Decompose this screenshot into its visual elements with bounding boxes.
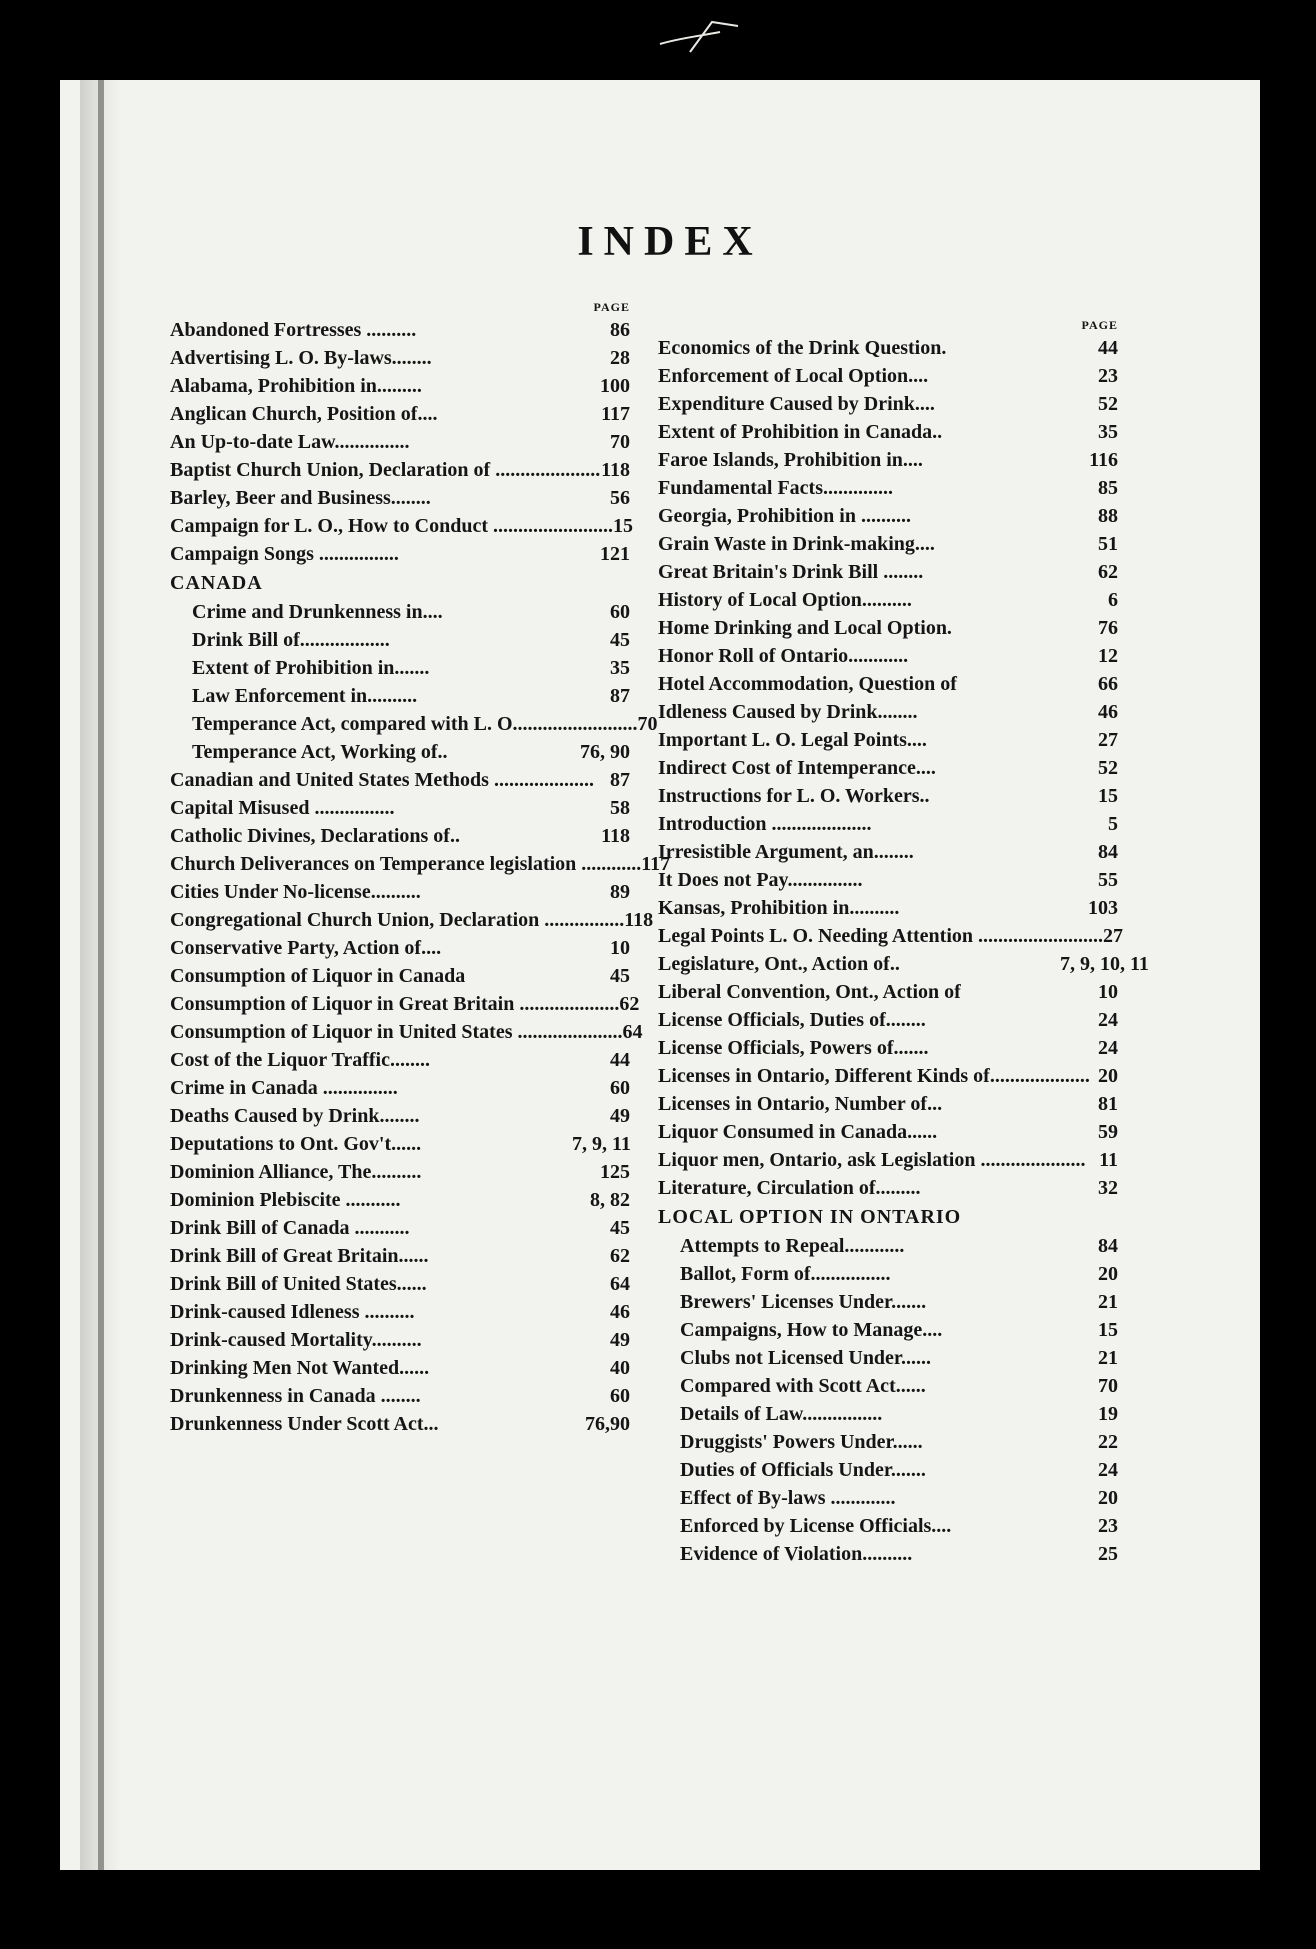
index-entry [658,530,1118,558]
index-column-right [658,318,1149,1568]
index-entry [170,484,630,512]
index-entry [658,754,1118,782]
index-entry-page: 86 [610,319,630,341]
index-entry-page: 87 [610,685,630,707]
index-entry [170,1298,630,1326]
index-entry-text: History of Local Option.......... [658,589,912,611]
index-entry [170,1130,630,1158]
index-entry-page: 51 [1098,533,1118,555]
index-entry [658,558,1118,586]
index-entry-page: 117 [641,853,671,875]
index-entry-text: Congregational Church Union, Declaration ................ [170,909,625,931]
index-entry-page: 32 [1098,1177,1118,1199]
index-entry-page: 11 [1099,1149,1118,1171]
book-spine [98,80,104,1870]
index-entry [658,1174,1118,1202]
index-entry-text: Deaths Caused by Drink........ [170,1105,420,1127]
index-entry-text: Drunkenness in Canada ........ [170,1385,421,1407]
index-entry [658,1062,1118,1090]
index-entry-text: Advertising L. O. By-laws........ [170,347,432,369]
index-entry-page: 81 [1098,1093,1118,1115]
index-entry-text: Irresistible Argument, an........ [658,841,914,863]
index-column-left [170,300,671,1438]
index-entry-text: Enforcement of Local Option.... [658,365,929,387]
index-entry [658,1316,1118,1344]
index-entry-text: Drink Bill of.................. [192,629,390,651]
index-entry [170,540,630,568]
index-entry-page: 44 [1098,337,1118,359]
index-entry-page: 60 [610,601,630,623]
index-entry-page: 84 [1098,1235,1118,1257]
index-entry [170,400,630,428]
index-entry-text: Introduction .................... [658,813,872,835]
index-entry-page: 46 [610,1301,630,1323]
index-entry-page: 35 [1098,421,1118,443]
index-entry-page: 20 [1098,1263,1118,1285]
index-entry-page: 62 [610,1245,630,1267]
index-entry [658,1540,1118,1568]
index-entry-page: 62 [619,993,640,1015]
index-entry [170,682,630,710]
index-entry-text: Important L. O. Legal Points.... [658,729,927,751]
index-entry-text: Temperance Act, compared with L. O......................... [192,713,638,735]
index-entry [658,782,1118,810]
index-entry-page: 10 [1098,981,1118,1003]
index-entry-text: Hotel Accommodation, Question of [658,673,957,695]
index-entry-text: Home Drinking and Local Option. [658,617,952,639]
index-entry [170,1186,630,1214]
index-entry-text: Capital Misused ................ [170,797,395,819]
index-entry [658,1090,1118,1118]
index-entry [658,922,1124,950]
index-entry [658,1034,1118,1062]
index-entry-page: 22 [1098,1431,1118,1453]
index-entry [658,1006,1118,1034]
index-entry-text: Liquor Consumed in Canada...... [658,1121,938,1143]
index-entry-text: Compared with Scott Act...... [680,1375,926,1397]
index-entry-text: Drink Bill of Canada ........... [170,1217,410,1239]
index-entry-page: 27 [1103,925,1124,947]
index-entry [170,456,630,484]
index-entry-page: 117 [601,403,630,425]
index-entry-text: Ballot, Form of................ [680,1263,891,1285]
index-entry-page: 125 [600,1161,630,1183]
index-entry [170,372,630,400]
index-entry-page: 28 [610,347,630,369]
index-entry-text: An Up-to-date Law............... [170,431,410,453]
index-entry-page: 121 [600,543,630,565]
index-entry-text: Campaigns, How to Manage.... [680,1319,943,1341]
index-entry-text: Temperance Act, Working of.. [192,741,448,763]
index-entry-text: Duties of Officials Under....... [680,1459,926,1481]
index-entry [170,878,630,906]
index-entry-page: 60 [610,1077,630,1099]
index-entry-text: Law Enforcement in.......... [192,685,418,707]
index-entry-text: Brewers' Licenses Under....... [680,1291,927,1313]
index-entry [658,614,1118,642]
index-entry-text: Dominion Alliance, The.......... [170,1161,422,1183]
index-entry-page: 76, 90 [580,741,630,763]
index-entry [658,950,1149,978]
index-entry-text: Extent of Prohibition in Canada.. [658,421,943,443]
index-entry-text: Enforced by License Officials.... [680,1515,952,1537]
index-entry-page: 76 [1098,617,1118,639]
index-entry [658,838,1118,866]
index-entry-text: Alabama, Prohibition in......... [170,375,422,397]
index-entry-page: 49 [610,1105,630,1127]
index-entry-text: Barley, Beer and Business........ [170,487,431,509]
index-entry-text: Licenses in Ontario, Different Kinds of.................... [658,1065,1090,1087]
index-entry-page: 20 [1098,1487,1118,1509]
index-entry-text: Clubs not Licensed Under...... [680,1347,931,1369]
index-entry [170,1102,630,1130]
index-entry [170,738,630,766]
index-entry-text: Drunkenness Under Scott Act... [170,1413,439,1435]
index-entry [170,344,630,372]
index-entry-page: 45 [610,965,630,987]
index-entry-page: 49 [610,1329,630,1351]
index-entry [170,598,630,626]
index-entry-text: Drinking Men Not Wanted...... [170,1357,430,1379]
index-entry [658,362,1118,390]
index-entry-text: Liquor men, Ontario, ask Legislation ..................... [658,1149,1086,1171]
index-entry [658,1512,1118,1540]
index-entry-page: 60 [610,1385,630,1407]
index-entry-page: 12 [1098,645,1118,667]
index-entry-text: Economics of the Drink Question. [658,337,947,359]
index-entry [658,866,1118,894]
index-entry [658,978,1118,1006]
index-entry-page: 20 [1098,1065,1118,1087]
index-entry-text: License Officials, Powers of....... [658,1037,929,1059]
index-entry-page: 44 [610,1049,630,1071]
index-entry-text: Cost of the Liquor Traffic........ [170,1049,430,1071]
index-entry-text: Church Deliverances on Temperance legislation ............ [170,853,642,875]
index-entry-page: 40 [610,1357,630,1379]
index-entry [170,1214,630,1242]
index-entry-page: 70 [1098,1375,1118,1397]
index-entry [170,1326,630,1354]
index-entry [658,418,1118,446]
index-entry-page: 5 [1108,813,1118,835]
index-entry-page: 46 [1098,701,1118,723]
index-entry-page: 15 [613,515,633,537]
index-entry-text: Campaign Songs ................ [170,543,399,565]
index-entry-page: 58 [610,797,630,819]
index-entry-page: 103 [1088,897,1118,919]
index-entry-text: Attempts to Repeal............ [680,1235,905,1257]
index-entry [170,1046,630,1074]
pen-mark-icon [660,18,750,58]
index-entry-text: Cities Under No-license.......... [170,881,421,903]
index-entry-text: Literature, Circulation of......... [658,1177,921,1199]
index-entry-text: Catholic Divines, Declarations of.. [170,825,460,847]
index-entry-text: Effect of By-laws ............. [680,1487,896,1509]
index-entry-text: It Does not Pay............... [658,869,863,891]
index-entry [658,726,1118,754]
index-entry-page: 56 [610,487,630,509]
index-entry-text: Campaign for L. O., How to Conduct ........................ [170,515,613,537]
index-entry-page: 24 [1098,1459,1118,1481]
index-entry-page: 64 [622,1021,643,1043]
index-entry-text: Kansas, Prohibition in.......... [658,897,900,919]
index-entry-page: 23 [1098,1515,1118,1537]
index-entry-text: License Officials, Duties of........ [658,1009,926,1031]
index-entry [170,316,630,344]
index-entry-page: 55 [1098,869,1118,891]
index-entry-text: Honor Roll of Ontario............ [658,645,909,667]
index-entry [658,1484,1118,1512]
index-entry-text: Drink-caused Mortality.......... [170,1329,422,1351]
index-entry [170,766,630,794]
index-entry [658,390,1118,418]
index-entry-text: Consumption of Liquor in Canada [170,965,466,987]
index-entry [658,1456,1118,1484]
index-entry-text: Crime in Canada ............... [170,1077,398,1099]
index-entry-text: Fundamental Facts.............. [658,477,893,499]
index-entry [658,446,1118,474]
index-entry [658,1372,1118,1400]
index-entry [658,1400,1118,1428]
index-entry [658,670,1118,698]
index-entry-text: Dominion Plebiscite ........... [170,1189,401,1211]
index-entry-page: 88 [1098,505,1118,527]
index-entry [170,990,640,1018]
index-entry-text: Druggists' Powers Under...... [680,1431,923,1453]
index-entry-page: 35 [610,657,630,679]
index-entry [658,698,1118,726]
index-entry [170,1382,630,1410]
index-entry-text: Expenditure Caused by Drink.... [658,393,935,415]
index-entry-text: Liberal Convention, Ont., Action of [658,981,961,1003]
index-entry [170,626,630,654]
index-entry-page: 15 [1098,1319,1118,1341]
index-entry-page: 45 [610,1217,630,1239]
index-entry-text: Drink-caused Idleness .......... [170,1301,415,1323]
index-entry-page: 70 [637,713,658,735]
index-entry [170,512,633,540]
page-column-label: PAGE [593,300,630,314]
index-entry-page: 19 [1098,1403,1118,1425]
index-entry-text: Crime and Drunkenness in.... [192,601,443,623]
index-entry-page: 23 [1098,365,1118,387]
index-entry-page: 10 [610,937,630,959]
index-entry [170,428,630,456]
index-entry-text: Idleness Caused by Drink........ [658,701,918,723]
index-entry-page: 118 [601,459,630,481]
index-entry-text: Faroe Islands, Prohibition in.... [658,449,923,471]
index-entry-text: Consumption of Liquor in Great Britain .................... [170,993,620,1015]
index-entry [170,794,630,822]
index-entry-text: Instructions for L. O. Workers.. [658,785,930,807]
index-entry [170,934,630,962]
index-entry-page: 100 [600,375,630,397]
index-entry-page: 52 [1098,757,1118,779]
index-entry-text: Abandoned Fortresses .......... [170,319,417,341]
index-entry-page: 25 [1098,1543,1118,1565]
index-entry [170,710,658,738]
index-entry-text: Drink Bill of United States...... [170,1273,427,1295]
index-entry-page: 8, 82 [590,1189,630,1211]
index-entry [658,894,1118,922]
index-entry [170,1018,643,1046]
index-entry-text: Legal Points L. O. Needing Attention ......................... [658,925,1104,947]
index-entry-text: Anglican Church, Position of.... [170,403,438,425]
index-entry [170,1158,630,1186]
index-entry-page: 21 [1098,1347,1118,1369]
index-entry-page: 64 [610,1273,630,1295]
index-entry-page: 6 [1108,589,1118,611]
index-entry-page: 7, 9, 10, 11 [1060,953,1149,975]
index-entry-page: 52 [1098,393,1118,415]
index-entry-page: 15 [1098,785,1118,807]
index-entry [658,1288,1118,1316]
index-entry-page: 62 [1098,561,1118,583]
index-entry-text: Deputations to Ont. Gov't...... [170,1133,422,1155]
index-entry-page: 84 [1098,841,1118,863]
index-entry [170,1074,630,1102]
index-entry [658,1428,1118,1456]
index-entry-page: 89 [610,881,630,903]
index-entry-text: Drink Bill of Great Britain...... [170,1245,429,1267]
index-entry-page: 66 [1098,673,1118,695]
index-entry-text: Consumption of Liquor in United States ..................... [170,1021,623,1043]
index-entry-text: Indirect Cost of Intemperance.... [658,757,936,779]
index-entry-page: 21 [1098,1291,1118,1313]
index-entry [170,822,630,850]
index-entry [658,334,1118,362]
page-column-label: PAGE [1081,318,1118,332]
page-title: INDEX [577,219,763,265]
index-entry [658,1260,1118,1288]
index-entry-text: Grain Waste in Drink-making.... [658,533,935,555]
index-entry [170,906,654,934]
index-entry [658,502,1118,530]
index-entry-page: 24 [1098,1009,1118,1031]
index-entry-page: 7, 9, 11 [572,1133,631,1155]
index-entry-text: Details of Law................ [680,1403,883,1425]
index-entry [658,586,1118,614]
index-entry-text: Licenses in Ontario, Number of... [658,1093,943,1115]
index-entry-text: Canadian and United States Methods .................... [170,769,594,791]
index-entry [658,1344,1118,1372]
index-entry-text: Great Britain's Drink Bill ........ [658,561,924,583]
index-entry-page: 118 [601,825,630,847]
index-entry [658,1118,1118,1146]
index-entry-page: 87 [610,769,630,791]
index-entry [170,962,630,990]
index-entry-text: Baptist Church Union, Declaration of ..................... [170,459,601,481]
index-entry-page: 27 [1098,729,1118,751]
index-entry [170,1410,630,1438]
index-entry-text: Evidence of Violation.......... [680,1543,913,1565]
index-section-heading: LOCAL OPTION IN ONTARIO [658,1206,962,1228]
index-entry-page: 59 [1098,1121,1118,1143]
index-entry [658,1146,1118,1174]
index-entry [170,850,671,878]
index-entry [170,654,630,682]
index-entry-page: 76,90 [585,1413,630,1435]
index-entry [658,642,1118,670]
index-entry [170,1270,630,1298]
index-entry-page: 116 [1089,449,1118,471]
index-entry-text: Legislature, Ont., Action of.. [658,953,900,975]
index-entry-page: 85 [1098,477,1118,499]
index-entry-page: 24 [1098,1037,1118,1059]
index-entry-text: Extent of Prohibition in....... [192,657,430,679]
index-entry [170,1354,630,1382]
index-entry-page: 45 [610,629,630,651]
index-entry [170,1242,630,1270]
index-entry-page: 70 [610,431,630,453]
index-entry-page: 118 [624,909,654,931]
index-section-heading: CANADA [170,572,263,594]
index-entry [658,474,1118,502]
index-entry [658,1232,1118,1260]
index-entry-text: Georgia, Prohibition in .......... [658,505,911,527]
index-entry-text: Conservative Party, Action of.... [170,937,442,959]
index-entry [658,810,1118,838]
